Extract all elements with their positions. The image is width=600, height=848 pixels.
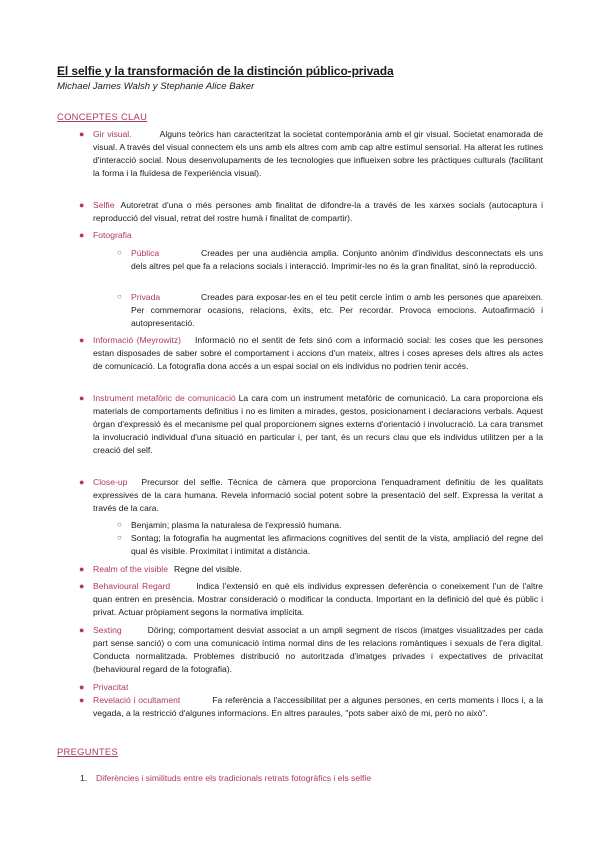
bullet-icon: ● (79, 230, 85, 240)
sub-text: Sontag; la fotografia ha augmentat les afirmacions cognitives del sentit de la vista, ampliació del regne del qual és visible. Proximitat i intimitat a distància. (131, 533, 543, 556)
sub-item (117, 519, 543, 532)
concept-text: Döring; comportament desviat associat a un ampli segment de riscos (imatges visualitzades per cada part sense sanció) o com una comunicació íntima normal dins de les relacions romàntiques i sexuals de l'era digital. Conducta normalitzada. Problemes distribució no autoritzada d'imatges privades i expectatives de privacitat (behavioural regard de la fotografia). (93, 625, 543, 674)
concept-term: Gir visual. (93, 129, 132, 139)
bullet-icon: ● (79, 581, 85, 591)
sub-text: Creades per una audiència amplia. Conjunto anònim d'individus desconnectats els uns dels altres pel que fa a relacions socials i interacció. Imprimir-les no és la gran finalitat, sinó la reproducció. (131, 248, 543, 271)
concept-term: Privacitat (93, 682, 129, 692)
concept-term: Informació (Meyrowitz) (93, 335, 182, 345)
concept-item (79, 128, 543, 180)
concept-text: Precursor del selfie. Tècnica de càmera que proporciona l'enquadrament definitiu de les qualitats expressives de la cara humana. Revela informació social potent sobre la presentació del self. Expressa la veritat a través de la cara. (93, 477, 543, 513)
bullet-icon: ● (79, 335, 85, 345)
bullet-icon: ● (79, 625, 85, 635)
bullet-icon: ● (79, 682, 85, 692)
concept-text: Indica l'extensió en què els individus expressen deferència o coneixement l'un de l'altre quan entren en presència. Mostrar consideració o modificar la conducta. Important en la definició del què és públic i privat. Actuar pròpiament segons la normativa implícita. (93, 581, 543, 617)
circle-bullet-icon: ○ (117, 520, 122, 529)
concept-item (79, 681, 543, 694)
sub-item (117, 532, 543, 558)
concept-term: Selfie (93, 200, 115, 210)
questions-heading: PREGUNTES (57, 746, 119, 757)
concept-item (79, 580, 543, 619)
question-number: 1. (80, 773, 88, 783)
sub-item (117, 291, 543, 330)
concept-text: Autoretrat d'una o més persones amb finalitat de difondre-la a través de les xarxes socials (autocaptura i reproducció del visual, retrat del rostre humà i finalitat de compartir). (93, 200, 543, 223)
concept-item (79, 476, 543, 515)
sub-text: Creades para exposar-les en el teu petit cercle íntim o amb les persones que apareixen. Per commemorar ocasions, relacions, èxits, etc. Per recordar. Provoca emocions. Autoafirmació i autopresentació. (131, 292, 543, 328)
concept-term: Instrument metafòric de comunicació (93, 393, 236, 403)
concepts-heading: CONCEPTES CLAU (57, 111, 148, 122)
bullet-icon: ● (79, 200, 85, 210)
concept-item (79, 229, 543, 242)
concept-item (79, 563, 543, 576)
concept-term: Realm of the visible (93, 564, 168, 574)
circle-bullet-icon: ○ (117, 292, 122, 301)
sub-text: Benjamin; plasma la naturalesa de l'expressió humana. (131, 520, 342, 530)
document-authors: Michael James Walsh y Stephanie Alice Baker (57, 81, 255, 92)
concept-item (79, 199, 543, 225)
concept-term: Fotografia (93, 230, 132, 240)
concept-text: Alguns teòrics han caracteritzat la societat contemporània amb el gir visual. Societat enamorada de visual. A través del visual connectem els uns amb els altres com amb cap altre estímul sensorial. Ha alterat les rutines d'interacció social. Nous desenvolupaments de les tecnologies que influeixen sobre les pràctiques culturals (facilitant la forma i la fluïdesa de l'experiència visual). (93, 129, 543, 178)
concept-item (79, 624, 543, 676)
sub-item (117, 247, 543, 273)
bullet-icon: ● (79, 695, 85, 705)
bullet-icon: ● (79, 393, 85, 403)
concept-text: Regne del visible. (174, 564, 242, 574)
circle-bullet-icon: ○ (117, 248, 122, 257)
document-title: El selfie y la transformación de la distinción público-privada (57, 64, 394, 78)
bullet-icon: ● (79, 129, 85, 139)
sub-term: Pública (131, 248, 160, 258)
concept-term: Sexting (93, 625, 122, 635)
bullet-icon: ● (79, 477, 85, 487)
circle-bullet-icon: ○ (117, 533, 122, 542)
bullet-icon: ● (79, 564, 85, 574)
concept-term: Behavioural Regard (93, 581, 171, 591)
concept-item (79, 694, 543, 720)
sub-term: Privada (131, 292, 161, 302)
concept-item (79, 392, 543, 457)
question-text: Diferències i similituds entre els tradicionals retrats fotogràfics i els selfie (96, 773, 372, 783)
concept-item (79, 334, 543, 373)
concept-text: Informació no el sentit de fets sinó com a informació social: les coses que les persones estan disposades de saber sobre el comportament i accions d'un mateix, altres i coses apreses dels altres als actes de comunicació. La fotografia dona accés a un espai social on els individus no podrien tenir accés. (93, 335, 543, 371)
concept-text: La cara com un instrument metafòric de comunicació. La cara proporciona els materials de comportaments definitius i no es limiten a mirades, gestos, posicionament i declaracions verbals. Aquest òrgan d'expressió és el mecanisme pel qual proporcionem signes externs d'orientació i involucració. La cara transmet la involucració individual d'una situació en particular i, per tant, és un recurs clau que els individus utilitzen per a la creació del self. (93, 393, 543, 455)
concept-text: Fa referència a l'accessibilitat per a algunes persones, en certs moments i llocs i, a la vegada, a la restricció d'algunes informacions. En altres paraules, "pots saber això de mi, però no això". (93, 695, 543, 718)
concept-term: Close-up (93, 477, 128, 487)
concept-term: Revelació i ocultament (93, 695, 181, 705)
